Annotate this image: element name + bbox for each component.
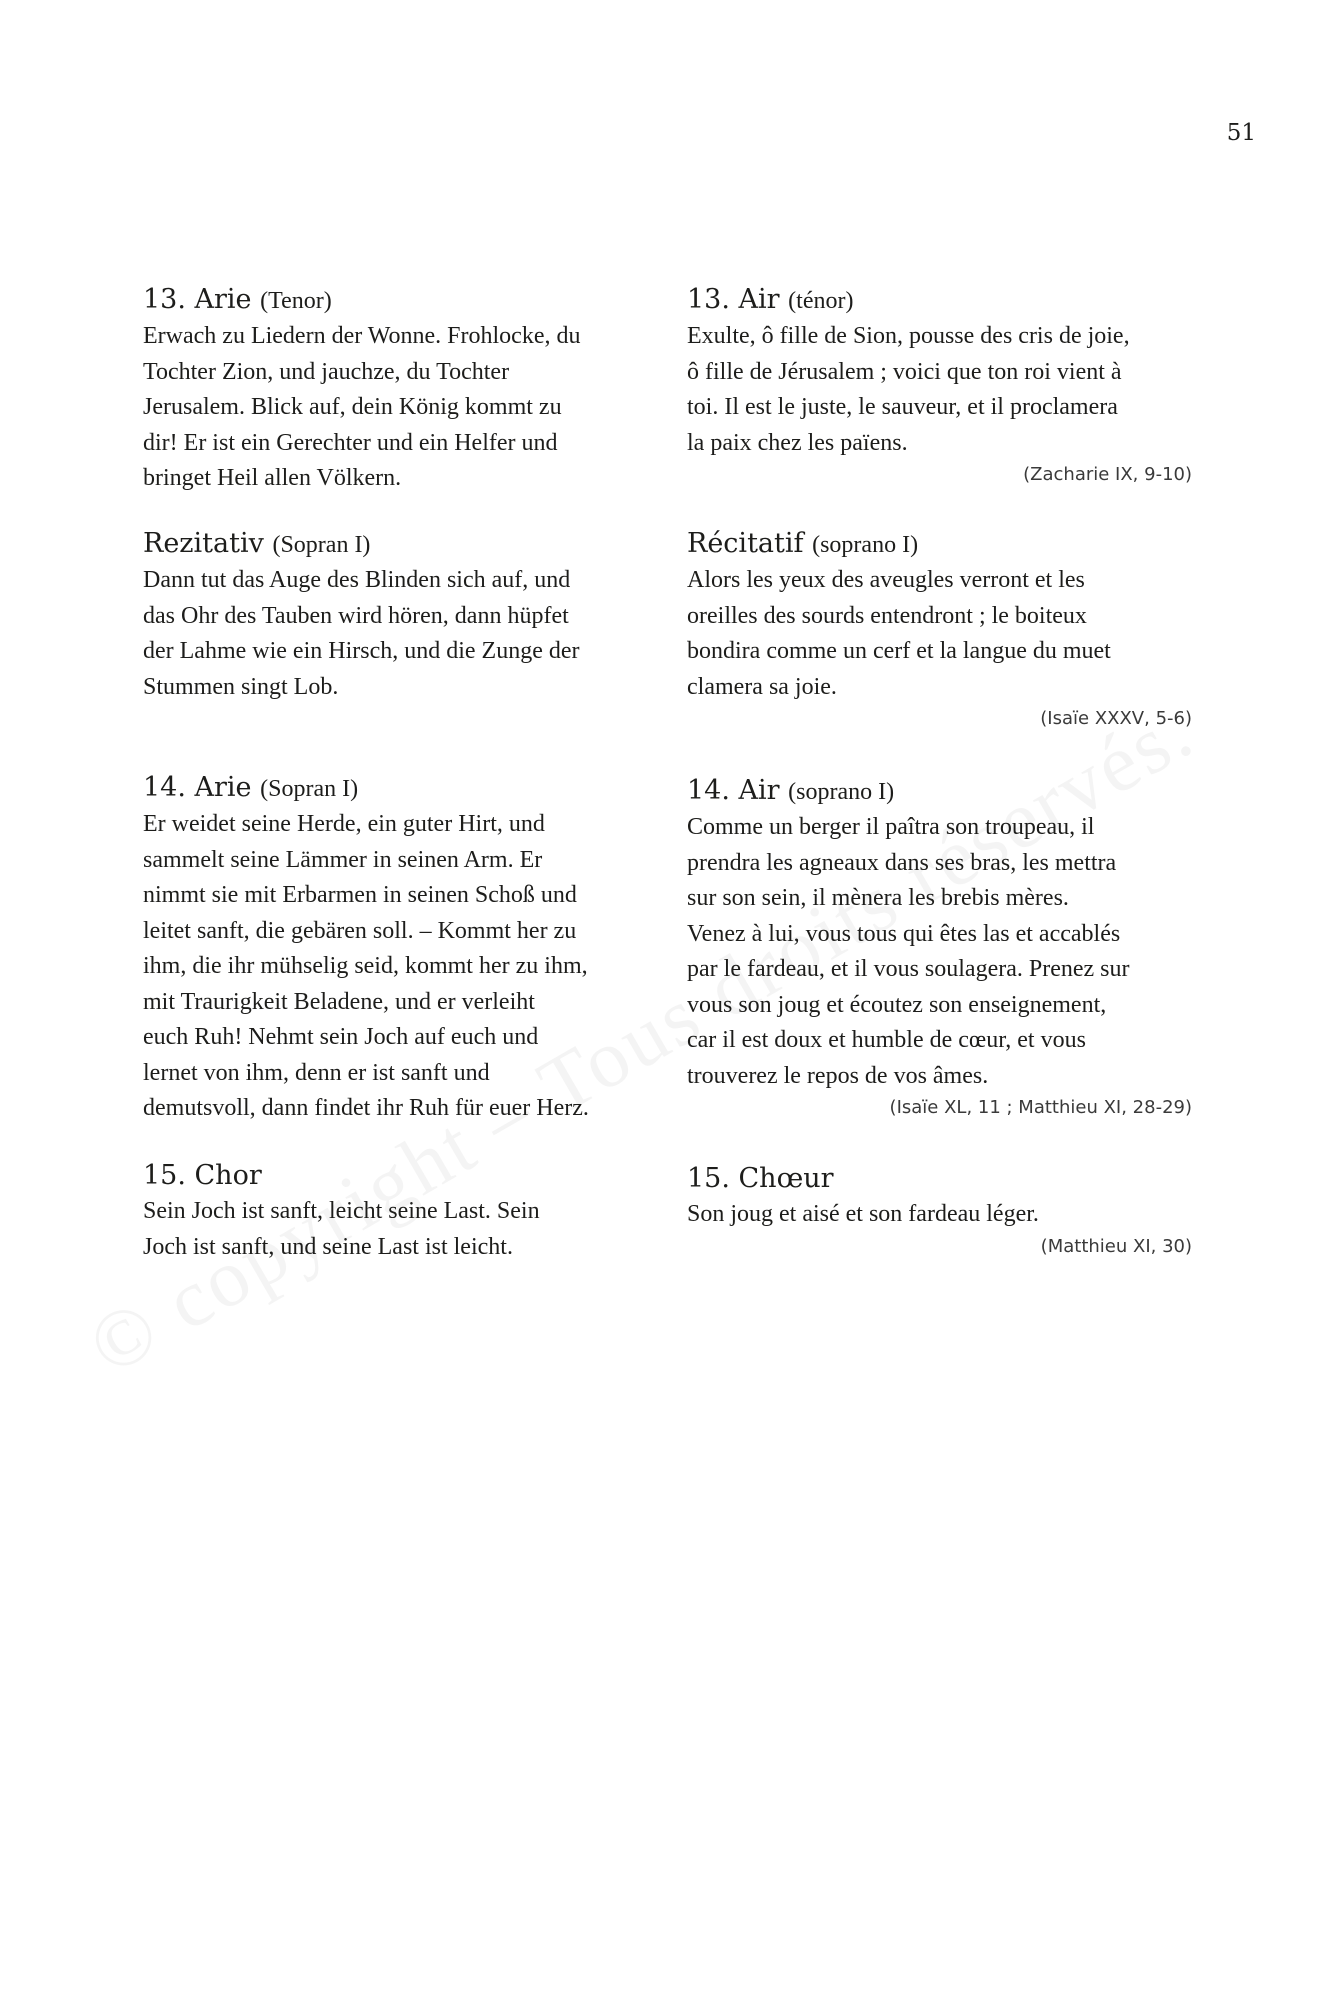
text-line: Tochter Zion, und jauchze, du Tochter (143, 358, 510, 385)
text-line: leitet sanft, die gebären soll. – Kommt her zu (143, 917, 577, 944)
text-line: ihm, die ihr mühselig seid, kommt her zu ihm, (143, 953, 588, 979)
section-body (143, 807, 668, 1127)
section-body (143, 1194, 668, 1265)
text-line: sur son sein, il mènera les brebis mères. (687, 885, 1069, 911)
page-number: 51 (1226, 120, 1256, 146)
text-line: clamera sa joie. (687, 673, 837, 700)
text-line: das Ohr des Tauben wird hören, dann hüpfet (143, 602, 569, 629)
scripture-reference: (Isaïe XL, 11 ; Matthieu XI, 28-29) (889, 1097, 1192, 1118)
text-line: dir! Er ist ein Gerechter und ein Helfer und (143, 429, 558, 456)
french-section-14-air (687, 773, 1192, 1121)
section-title: 13. Arie (143, 284, 252, 315)
text-line: Exulte, ô fille de Sion, pousse des cris de joie, (687, 323, 1130, 349)
german-section-13-arie (143, 282, 668, 497)
text-line: Erwach zu Liedern der Wonne. Frohlocke, du (143, 323, 581, 349)
german-section-14-arie (143, 770, 668, 1127)
section-body (687, 1197, 1192, 1233)
text-line: Comme un berger il paîtra son troupeau, il (687, 814, 1095, 840)
text-line: Stummen singt Lob. (143, 673, 339, 700)
text-line: Dann tut das Auge des Blinden sich auf, und (143, 567, 571, 593)
text-line: Son joug et aisé et son fardeau léger. (687, 1201, 1039, 1227)
section-heading (143, 526, 668, 563)
section-heading (687, 282, 1192, 319)
french-section-recitatif (687, 526, 1192, 732)
text-line: Er weidet seine Herde, ein guter Hirt, und (143, 811, 545, 837)
text-line: Joch ist sanft, und seine Last ist leicht. (143, 1233, 513, 1260)
section-heading (687, 1161, 1192, 1197)
section-voice: (Tenor) (260, 288, 332, 314)
section-body (687, 319, 1192, 461)
section-voice: (soprano I) (812, 532, 919, 558)
text-line: sammelt seine Lämmer in seinen Arm. Er (143, 846, 543, 873)
section-body (687, 563, 1192, 705)
text-line: mit Traurigkeit Beladene, und er verleiht (143, 988, 535, 1015)
text-line: par le fardeau, et il vous soulagera. Prenez sur (687, 956, 1130, 982)
section-heading (687, 773, 1192, 810)
french-section-13-air (687, 282, 1192, 488)
scripture-reference: (Matthieu XI, 30) (1040, 1235, 1192, 1257)
text-line: Alors les yeux des aveugles verront et les (687, 567, 1085, 593)
text-line: vous son joug et écoutez son enseignement, (687, 991, 1107, 1018)
text-line: car il est doux et humble de cœur, et vous (687, 1027, 1086, 1053)
text-line: Sein Joch ist sanft, leicht seine Last. Sein (143, 1198, 540, 1224)
text-line: bringet Heil allen Völkern. (143, 465, 402, 491)
text-line: Jerusalem. Blick auf, dein König kommt zu (143, 394, 562, 420)
text-line: ô fille de Jérusalem ; voici que ton roi vient à (687, 358, 1122, 385)
text-line: der Lahme wie ein Hirsch, und die Zunge der (143, 638, 580, 664)
section-heading (143, 770, 668, 807)
section-title: 14. Arie (143, 772, 252, 803)
section-title: 15. Chor (143, 1160, 262, 1191)
scripture-reference: (Zacharie IX, 9-10) (1023, 464, 1192, 485)
german-section-rezitativ (143, 526, 668, 705)
section-title: Rezitativ (143, 528, 264, 559)
section-body (143, 563, 668, 705)
text-line: lernet von ihm, denn er ist sanft und (143, 1059, 490, 1086)
text-line: la paix chez les païens. (687, 429, 908, 456)
text-line: demutsvoll, dann findet ihr Ruh für euer Herz. (143, 1095, 589, 1121)
section-voice: (Sopran I) (272, 532, 371, 558)
section-title: 14. Air (687, 775, 780, 806)
text-line: prendra les agneaux dans ses bras, les mettra (687, 849, 1117, 876)
section-body (687, 810, 1192, 1094)
text-line: euch Ruh! Nehmt sein Joch auf euch und (143, 1024, 539, 1050)
french-section-15-choeur (687, 1161, 1192, 1260)
text-line: oreilles des sourds entendront ; le boiteux (687, 602, 1087, 629)
german-section-15-chor (143, 1158, 668, 1265)
text-line: toi. Il est le juste, le sauveur, et il proclamera (687, 394, 1118, 420)
section-title: Récitatif (687, 528, 804, 559)
text-line: Venez à lui, vous tous qui êtes las et accablés (687, 920, 1121, 947)
section-title: 13. Air (687, 284, 780, 315)
section-voice: (Sopran I) (260, 776, 359, 802)
section-heading (687, 526, 1192, 563)
section-body (143, 319, 668, 497)
text-line: bondira comme un cerf et la langue du muet (687, 638, 1111, 664)
scripture-reference: (Isaïe XXXV, 5-6) (1040, 708, 1192, 729)
section-title: 15. Chœur (687, 1163, 834, 1194)
section-voice: (soprano I) (788, 779, 895, 805)
text-line: nimmt sie mit Erbarmen in seinen Schoß und (143, 882, 577, 908)
section-heading (143, 282, 668, 319)
text-line: trouverez le repos de vos âmes. (687, 1062, 989, 1089)
section-heading (143, 1158, 668, 1194)
section-voice: (ténor) (788, 288, 854, 314)
